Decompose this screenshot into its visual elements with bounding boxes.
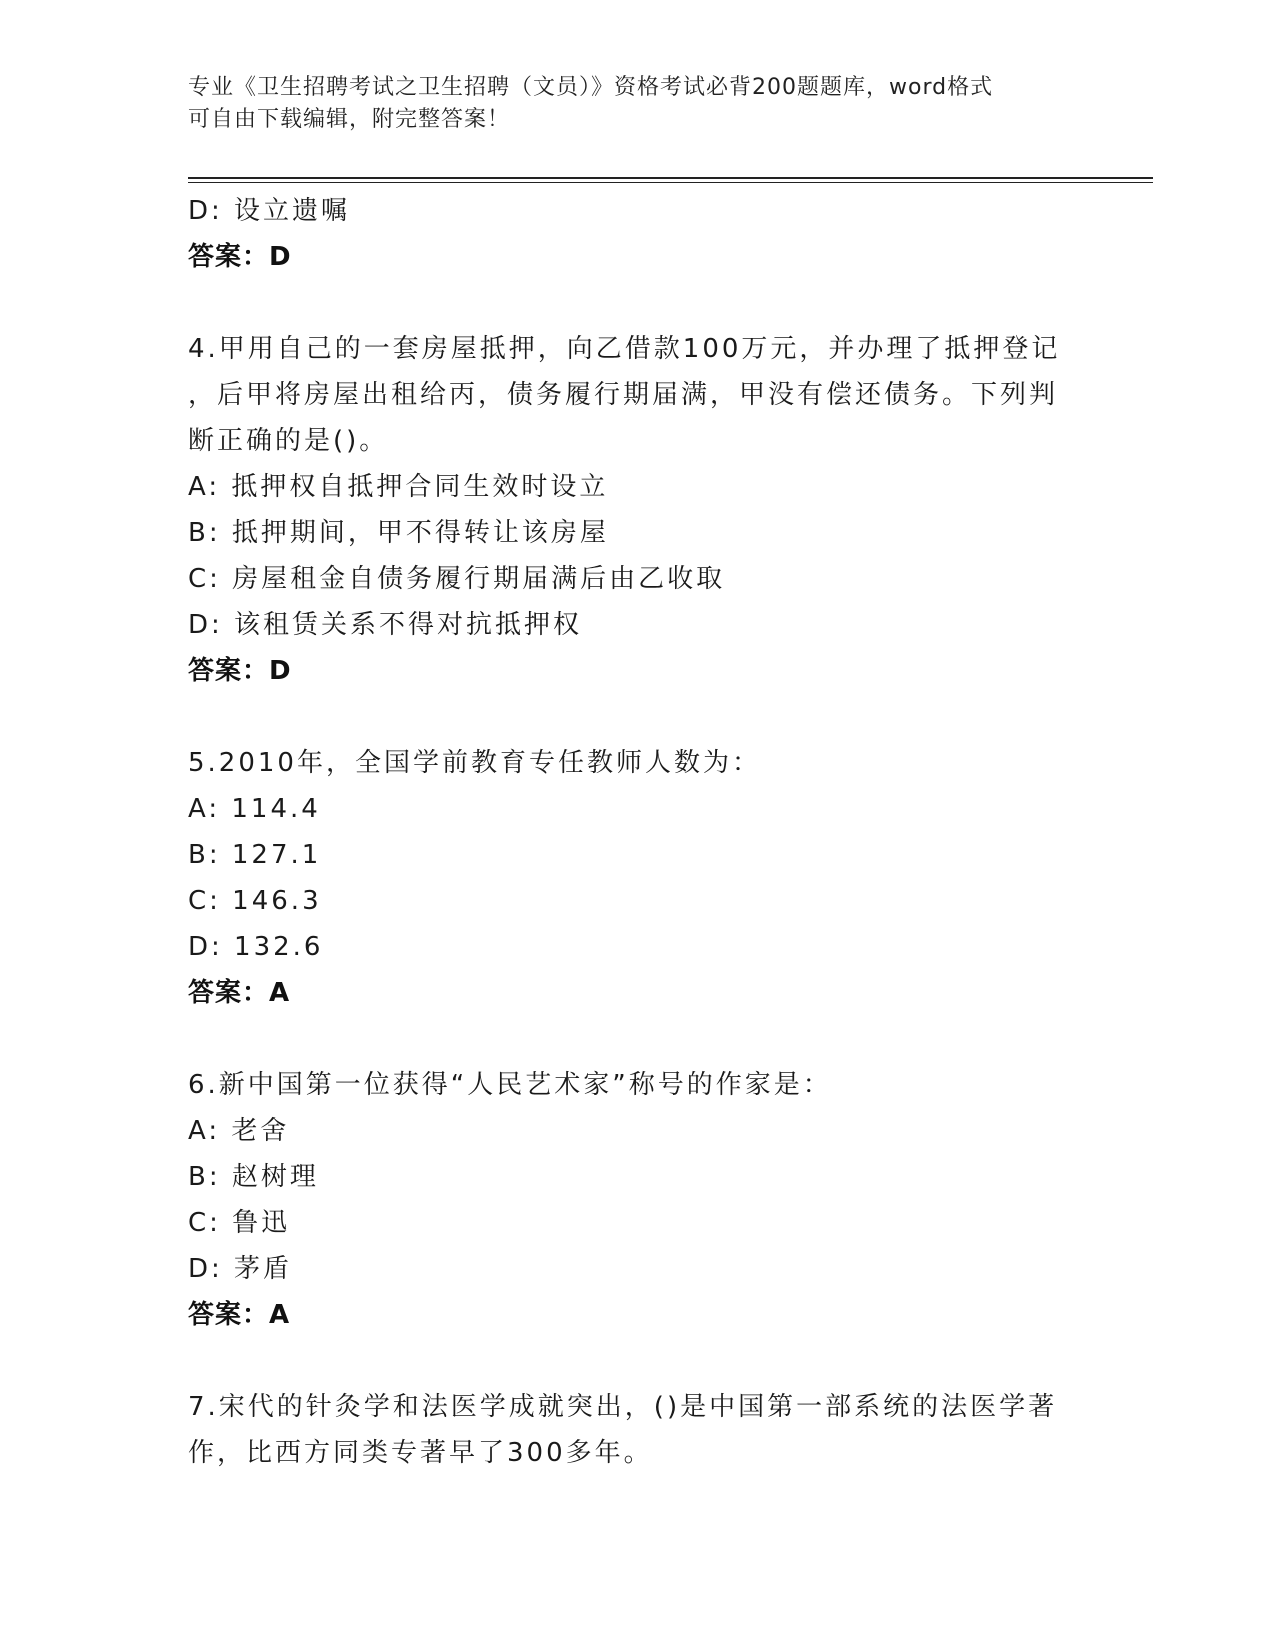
question-3-tail bbox=[188, 188, 1068, 280]
answer-line: 答案：A bbox=[188, 1300, 291, 1330]
option-a: A: 老舍 bbox=[188, 1116, 290, 1146]
question-text-line: 5.2010年，全国学前教育专任教师人数为： bbox=[188, 748, 761, 778]
option-b: B: 抵押期间，甲不得转让该房屋 bbox=[188, 518, 609, 548]
option-c: C: 房屋租金自债务履行期届满后由乙收取 bbox=[188, 564, 726, 594]
option-a: A: 抵押权自抵押合同生效时设立 bbox=[188, 472, 609, 502]
option-d: D: 茅盾 bbox=[188, 1254, 293, 1284]
option-c: C: 鲁迅 bbox=[188, 1208, 291, 1238]
document-body bbox=[188, 188, 1068, 1476]
answer-line: 答案：A bbox=[188, 978, 291, 1008]
question-text-line: 作，比西方同类专著早了300多年。 bbox=[188, 1438, 653, 1468]
question-text-line: 6.新中国第一位获得“人民艺术家”称号的作家是： bbox=[188, 1070, 832, 1100]
header-rule-thin bbox=[188, 182, 1153, 183]
header-line-1: 专业《卫生招聘考试之卫生招聘（文员）》资格考试必背200题题库，word格式 bbox=[188, 75, 994, 100]
document-header bbox=[188, 72, 1068, 136]
spacer bbox=[188, 694, 1068, 740]
header-rule-thick bbox=[188, 177, 1153, 179]
question-6 bbox=[188, 1062, 1068, 1338]
option-b: B: 赵树理 bbox=[188, 1162, 319, 1192]
option-b: B: 127.1 bbox=[188, 840, 322, 870]
question-text-line: 断正确的是()。 bbox=[188, 426, 389, 456]
answer-line: 答案：D bbox=[188, 242, 292, 272]
question-text-line: ，后甲将房屋出租给丙，债务履行期届满，甲没有偿还债务。下列判 bbox=[188, 380, 1059, 410]
option-d: D: 132.6 bbox=[188, 932, 324, 962]
option-a: A: 114.4 bbox=[188, 794, 321, 824]
option-c: C: 146.3 bbox=[188, 886, 322, 916]
question-5 bbox=[188, 740, 1068, 1016]
question-text-line: 7.宋代的针灸学和法医学成就突出，()是中国第一部系统的法医学著 bbox=[188, 1392, 1058, 1422]
question-4 bbox=[188, 326, 1068, 694]
answer-line: 答案：D bbox=[188, 656, 292, 686]
option-d: D: 该租赁关系不得对抗抵押权 bbox=[188, 610, 583, 640]
option-d: D: 设立遗嘱 bbox=[188, 196, 351, 226]
header-line-2: 可自由下载编辑，附完整答案！ bbox=[188, 107, 511, 132]
question-7 bbox=[188, 1384, 1068, 1476]
spacer bbox=[188, 1338, 1068, 1384]
spacer bbox=[188, 1016, 1068, 1062]
spacer bbox=[188, 280, 1068, 326]
question-text-line: 4.甲用自己的一套房屋抵押，向乙借款100万元，并办理了抵押登记 bbox=[188, 334, 1061, 364]
